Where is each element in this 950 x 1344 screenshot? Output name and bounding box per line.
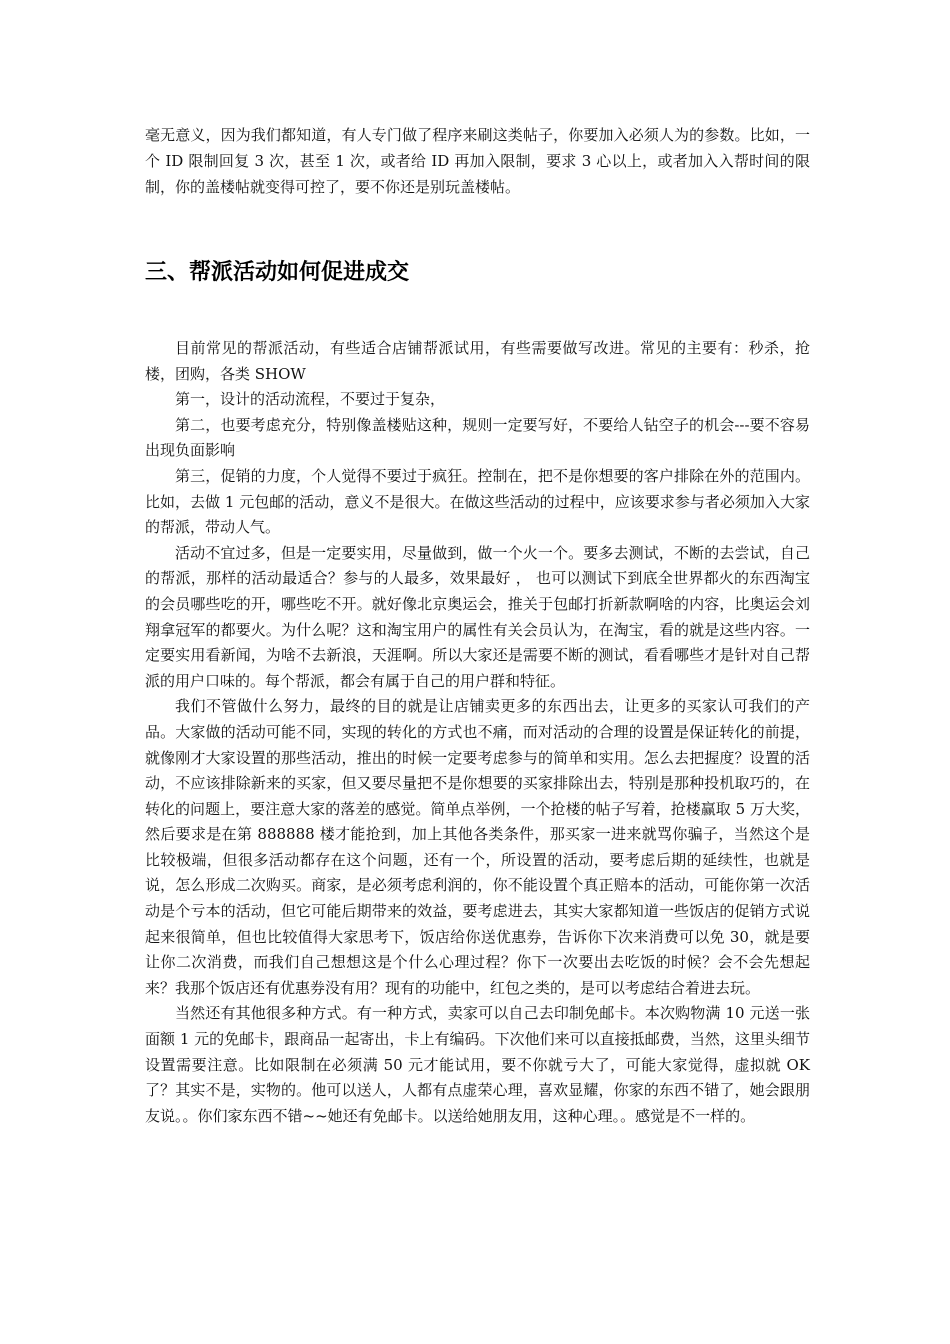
section-heading: 三、帮派活动如何促进成交	[145, 260, 410, 285]
intro-paragraph: 毫无意义，因为我们都知道，有人专门做了程序来刷这类帖子，你要加入必须人为的参数。比如，一个 ID 限制回复 3 次，甚至 1 次，或者给 ID 再加入限制，要求 3 心以上，或者加入入帮时间的限制，你的盖楼帖就变得可控了，要不你还是别玩盖楼帖。	[145, 126, 810, 196]
paragraph-point-three: 第三，促销的力度，个人觉得不要过于疯狂。控制在，把不是你想要的客户排除在外的范围内。比如，去做 1 元包邮的活动，意义不是很大。在做这些活动的过程中，应该要求参与者必须加入大家的帮派，带动人气。	[145, 466, 810, 537]
section-body	[145, 336, 810, 1129]
paragraph-activity-types: 目前常见的帮派活动，有些适合店铺帮派试用，有些需要做写改进。常见的主要有：秒杀，抢楼，团购，各类 SHOW	[145, 339, 810, 383]
paragraph-conversion: 我们不管做什么努力，最终的目的就是让店铺卖更多的东西出去，让更多的买家认可我们的产品。大家做的活动可能不同，实现的转化的方式也不痛，而对活动的合理的设置是保证转化的前提，就像刚才大家设置的那些活动，推出的时候一定要考虑参与的简单和实用。怎么去把握度？设置的活动，不应该排除新来的买家，但又要尽量把不是你想要的买家排除出去，特别是那种投机取巧的，在转化的问题上，要注意大家的落差的感觉。简单点举例，一个抢楼的帖子写着，抢楼赢取 5 万大奖，然后要求是在第 888888 楼才能抢到，加上其他各类条件，那买家一进来就骂你骗子，当然这个是比较极端，但很多活动都存在这个问题，还有一个，所设置的活动，要考虑后期的延续性，也就是说，怎么形成二次购买。商家，是必须考虑利润的，你不能设置个真正赔本的活动，可能你第一次活动是个亏本的活动，但它可能后期带来的效益，要考虑进去，其实大家都知道一些饭店的促销方式说起来很简单，但也比较值得大家思考下，饭店给你送优惠券，告诉你下次来消费可以免 30，就是要让你二次消费，而我们自己想想这是个什么心理过程？你下一次要出去吃饭的时候？会不会先想起来？我那个饭店还有优惠券没有用？现有的功能中，红包之类的，是可以考虑结合着进去玩。	[145, 697, 810, 997]
paragraph-point-two: 第二，也要考虑充分，特别像盖楼贴这种，规则一定要写好，不要给人钻空子的机会---要不容易出现负面影响	[145, 415, 810, 460]
document-page	[145, 122, 810, 1129]
paragraph-shipping-card: 当然还有其他很多种方式。有一种方式，卖家可以自己去印制免邮卡。本次购物满 10 元送一张面额 1 元的免邮卡，跟商品一起寄出，卡上有编码。下次他们来可以直接抵邮费，当然，这里头细节设置需要注意。比如限制在必须满 50 元才能试用，要不你就亏大了，可能大家觉得，虚拟就 OK 了？其实不是，实物的。他可以送人，人都有点虚荣心理，喜欢显耀，你家的东西不错了，她会跟朋友说。。你们家东西不错~~她还有免邮卡。以送给她朋友用，这种心理。。感觉是不一样的。	[145, 1004, 810, 1125]
paragraph-point-one: 第一，设计的活动流程，不要过于复杂，	[175, 390, 446, 409]
paragraph-testing: 活动不宜过多，但是一定要实用，尽量做到，做一个火一个。要多去测试，不断的去尝试，自己的帮派，那样的活动最适合？参与的人最多，效果最好 ， 也可以测试下到底全世界都火的东西淘宝的会员哪些吃的开，哪些吃不开。就好像北京奥运会，推关于包邮打折新款啊啥的内容，比奥运会刘翔拿冠军的都要火。为什么呢？这和淘宝用户的属性有关会员认为，在淘宝，看的就是这些内容。一定要实用看新闻，为啥不去新浪，天涯啊。所以大家还是需要不断的测试，看看哪些才是针对自己帮派的用户口味的。每个帮派，都会有属于自己的用户群和特征。	[145, 543, 810, 690]
